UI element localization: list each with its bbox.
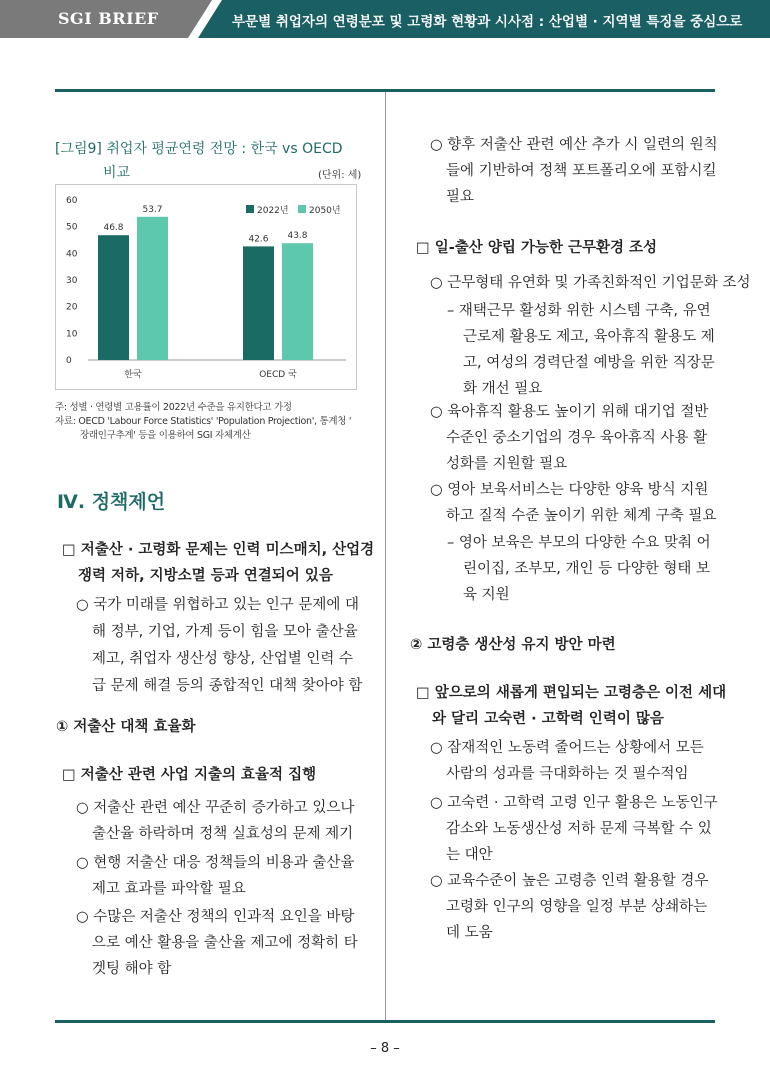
figure-title: [그림9] 취업자 평균연령 전망 : 한국 vs OECD bbox=[55, 141, 343, 157]
left-bullet-4: ○ 수많은 저출산 정책의 인과적 요인을 바탕 으로 예산 활용을 출산율 제고에 정확히 타 겟팅 해야 함 bbox=[76, 909, 358, 977]
bar-2022년-OECD 국 bbox=[243, 246, 274, 360]
legend-swatch bbox=[246, 205, 254, 213]
right-bullet-4: ○ 잠재적인 노동력 줄어드는 상황에서 모든 사람의 성과를 극대화하는 것 필수적임 bbox=[430, 740, 704, 782]
chart-container bbox=[55, 184, 357, 390]
figure-title-cont: 비교 bbox=[103, 165, 131, 181]
page-number: – 8 – bbox=[370, 1041, 400, 1056]
right-heading-3: □ 일-출산 양립 가능한 근무환경 조성 bbox=[416, 240, 658, 256]
subsection-2: ② 고령층 생산성 유지 방안 마련 bbox=[410, 637, 616, 653]
data-label: 42.6 bbox=[248, 234, 269, 245]
legend-label: 2022년 bbox=[257, 206, 289, 216]
data-label: 43.8 bbox=[287, 231, 308, 242]
column-divider bbox=[385, 92, 386, 1020]
right-bullet-5: ○ 고숙련 · 고학력 고령 인구 활용은 노동인구 감소와 노동생산성 저하 문제 극복할 수 있 는 대안 bbox=[430, 795, 718, 863]
data-label: 53.7 bbox=[142, 204, 163, 215]
y-tick-label: 50 bbox=[66, 222, 78, 233]
right-bullet-top: ○ 향후 저출산 관련 예산 추가 시 일련의 원칙 들에 기반하여 정책 포트폴리오에 포함시킬 필요 bbox=[430, 137, 718, 205]
y-tick-label: 60 bbox=[66, 196, 78, 206]
legend-swatch bbox=[298, 205, 306, 213]
y-tick-label: 10 bbox=[66, 329, 78, 340]
section-title: Ⅳ. 정책제언 bbox=[57, 491, 166, 513]
right-heading-4: □ 앞으로의 새롭게 편입되는 고령층은 이전 세대 와 달리 고숙련 · 고학력 인력이 많음 bbox=[416, 685, 727, 727]
right-bullet-3: ○ 영아 보육서비스는 다양한 양육 방식 지원 하고 질적 수준 높이기 위한 체계 구축 필요 bbox=[430, 482, 717, 524]
x-tick-label: OECD 국 bbox=[259, 370, 297, 380]
right-bullet-2: ○ 육아휴직 활용도 높이기 위해 대기업 절반 수준인 중소기업의 경우 육아휴직 사용 활 성화를 지원할 필요 bbox=[430, 404, 709, 472]
x-tick-label: 한국 bbox=[124, 370, 142, 380]
figure-unit: (단위: 세) bbox=[318, 170, 362, 181]
left-heading-1: □ 저출산 · 고령화 문제는 인력 미스매치, 산업경 쟁력 저하, 지방소멸 등과 연결되어 있음 bbox=[62, 542, 375, 584]
y-tick-label: 20 bbox=[66, 302, 78, 313]
left-heading-2: □ 저출산 관련 사업 지출의 효율적 집행 bbox=[62, 767, 317, 783]
right-bullet-6: ○ 교육수준이 높은 고령층 인력 활용할 경우 고령화 인구의 영향을 일정 부분 상쇄하는 데 도움 bbox=[430, 873, 709, 941]
figure-source: 자료: OECD 'Labour Force Statistics' 'Population Projection', 통계청 ' bbox=[55, 416, 352, 427]
bar-chart bbox=[56, 185, 356, 389]
left-bullet-3: ○ 현행 저출산 대응 정책들의 비용과 출산율 제고 효과를 파악할 필요 bbox=[76, 855, 355, 897]
header-band bbox=[0, 0, 770, 38]
bottom-rule bbox=[55, 1020, 715, 1023]
bar-2050년-한국 bbox=[137, 217, 168, 360]
figure-source-cont: 장래인구추계' 등을 이용하여 SGI 자체계산 bbox=[80, 430, 251, 441]
left-bullet-2: ○ 저출산 관련 예산 꾸준히 증가하고 있으나 출산율 하락하며 정책 실효성의 문제 제기 bbox=[76, 800, 355, 842]
bar-2022년-한국 bbox=[98, 235, 129, 360]
y-tick-label: 0 bbox=[66, 356, 72, 366]
brand-name: SGI BRIEF bbox=[58, 9, 159, 28]
data-label: 46.8 bbox=[103, 223, 124, 234]
left-bullet-1: ○ 국가 미래를 위협하고 있는 인구 문제에 대 해 정부, 기업, 가계 등이 힘을 모아 출산율 제고, 취업자 생산성 향상, 산업별 인력 수 급 문제 해결 등의 종합적인 대책 찾아야 함 bbox=[76, 597, 363, 694]
right-bullet-1: ○ 근무형태 유연화 및 가족친화적인 기업문화 조성 bbox=[430, 275, 751, 291]
header-title: 부문별 취업자의 연령분포 및 고령화 현황과 시사점 : 산업별 · 지역별 특징을 중심으로 bbox=[232, 14, 743, 30]
subsection-1: ① 저출산 대책 효율화 bbox=[56, 719, 196, 735]
bar-2050년-OECD 국 bbox=[282, 243, 313, 360]
y-tick-label: 30 bbox=[66, 276, 78, 286]
figure-note: 주: 성별 · 연령별 고용률이 2022년 수준을 유지한다고 가정 bbox=[55, 402, 292, 413]
right-dash-1: – 재택근무 활성화 위한 시스템 구축, 유연 근로제 활용도 제고, 육아휴직 활용도 제 고, 여성의 경력단절 예방을 위한 직장문 화 개선 필요 bbox=[447, 303, 715, 397]
y-tick-label: 40 bbox=[66, 249, 78, 260]
legend-label: 2050년 bbox=[309, 206, 341, 216]
right-dash-2: – 영아 보육은 부모의 다양한 수요 맞춰 어 린이집, 조부모, 개인 등 다양한 형태 보 육 지원 bbox=[447, 535, 711, 603]
